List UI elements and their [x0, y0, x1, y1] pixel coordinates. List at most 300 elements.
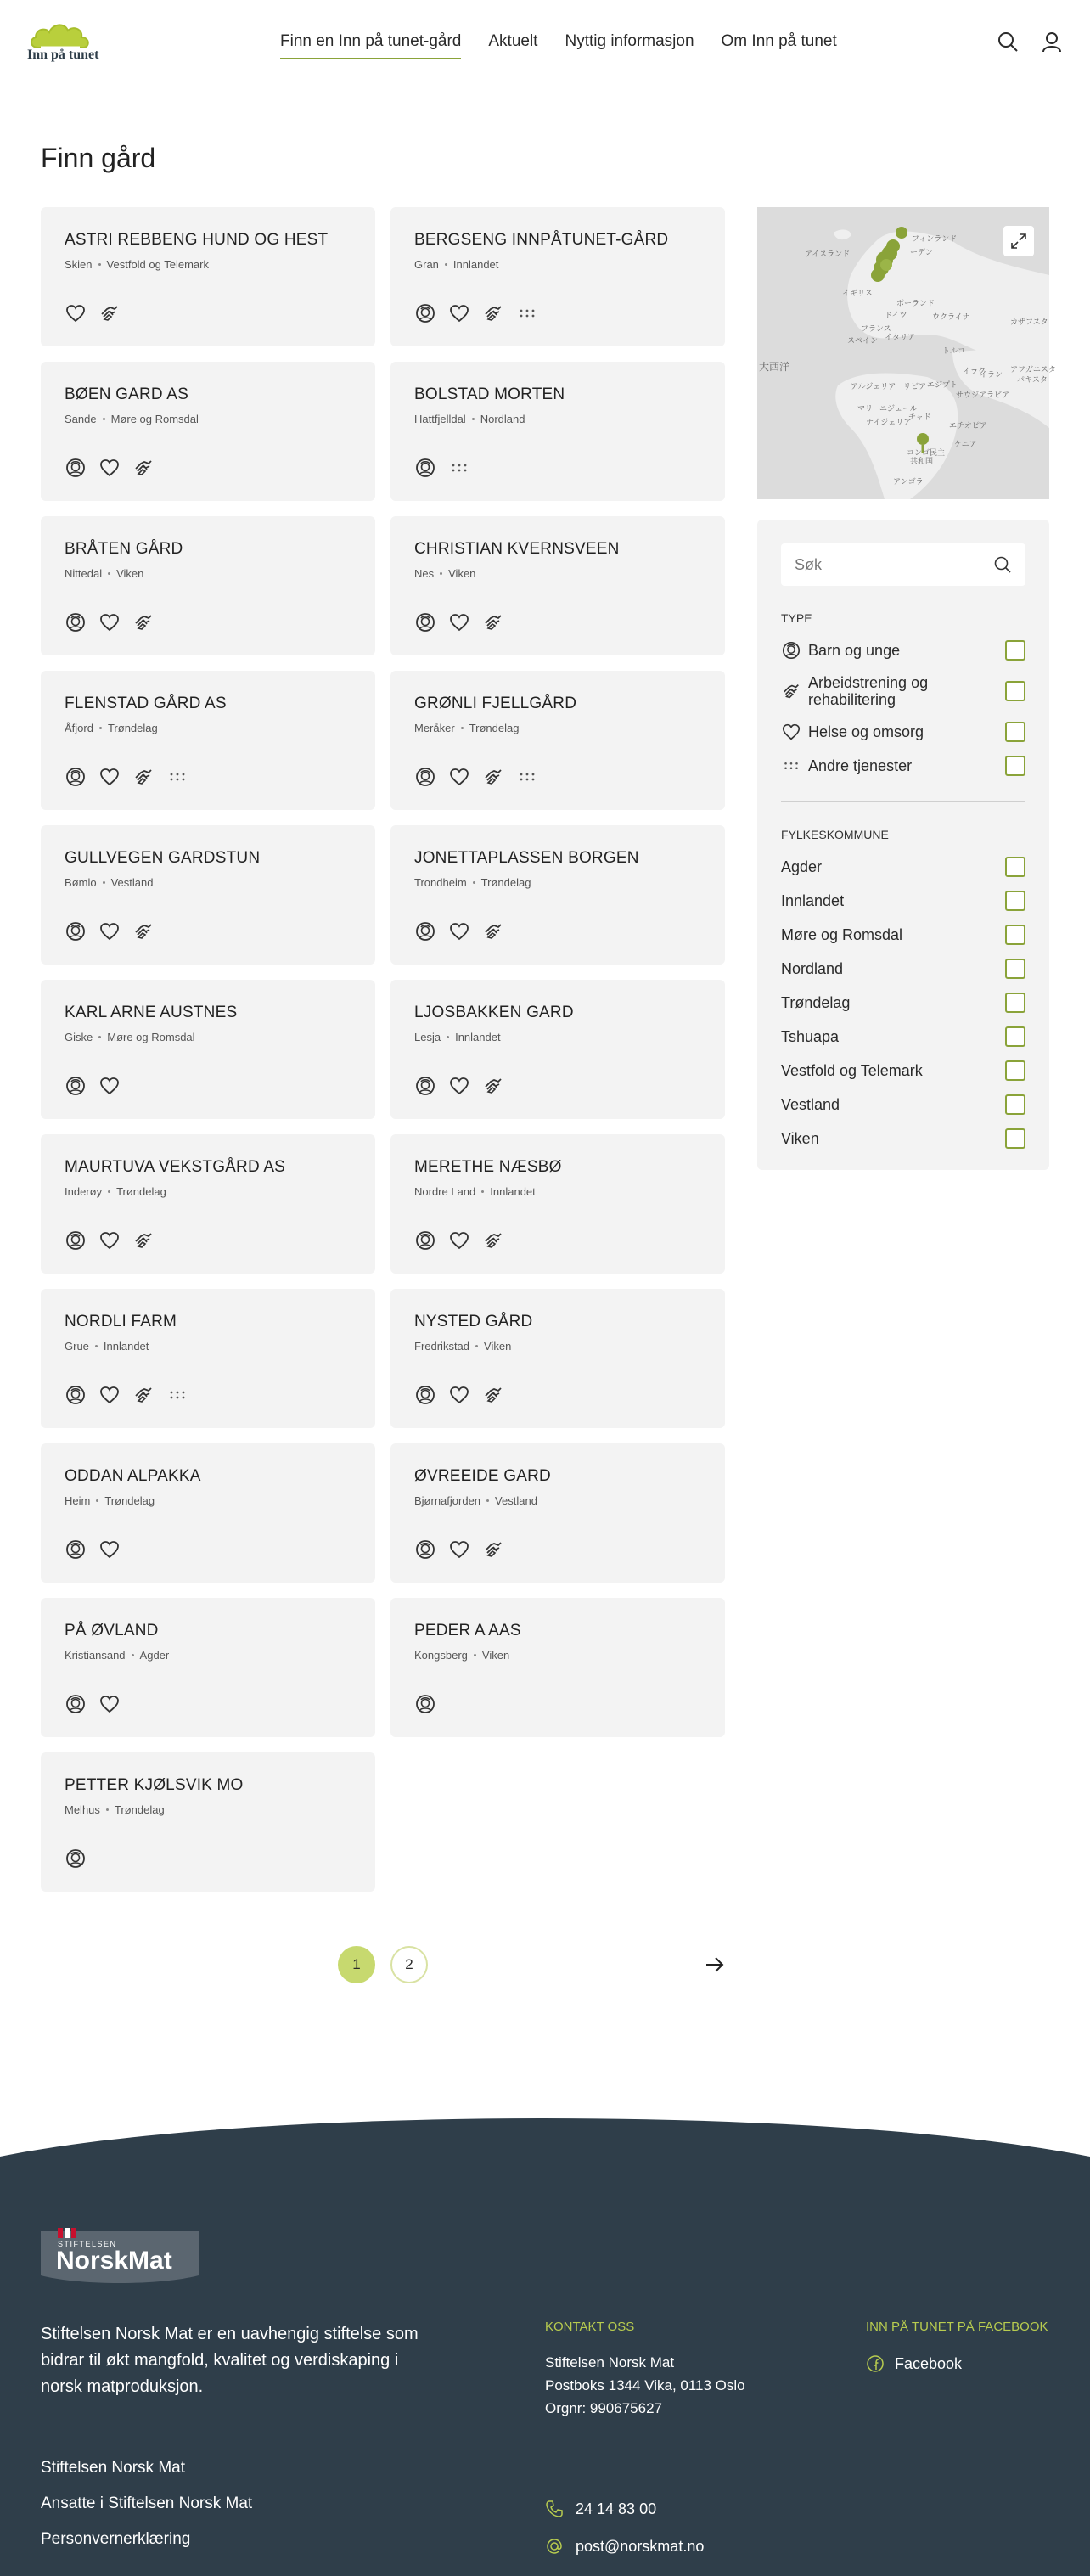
helping-hands-icon	[132, 920, 155, 942]
farm-location	[65, 1649, 351, 1662]
farm-location	[65, 1031, 351, 1043]
filter-option-county-7[interactable]	[781, 1088, 1025, 1122]
filter-option-label: Trøndelag	[781, 994, 851, 1011]
farm-name[interactable]: ASTRI REBBENG HUND OG HEST	[65, 231, 329, 249]
helping-hands-icon	[482, 302, 504, 324]
child-icon	[65, 1848, 87, 1870]
checkbox[interactable]	[1005, 1026, 1025, 1047]
checkbox[interactable]	[1005, 925, 1025, 945]
separator-dot	[108, 572, 110, 575]
separator-dot	[132, 1654, 134, 1656]
checkbox[interactable]	[1005, 993, 1025, 1013]
filter-option-type-0[interactable]	[781, 633, 1025, 667]
farm-county: Møre og Romsdal	[110, 413, 199, 425]
farm-service-icons	[65, 611, 155, 633]
footer-curve	[0, 2097, 1090, 2216]
farm-county: Trøndelag	[480, 876, 531, 889]
filter-option-county-1[interactable]	[781, 884, 1025, 918]
filter-option-county-2[interactable]	[781, 918, 1025, 952]
filter-option-label-group	[781, 1062, 923, 1079]
child-icon	[414, 1693, 436, 1715]
separator-dot	[98, 263, 101, 266]
checkbox[interactable]	[1005, 891, 1025, 911]
facebook-section	[866, 2320, 1048, 2373]
farm-name[interactable]: PEDER A AAS	[414, 1622, 521, 1640]
filter-option-label-group	[781, 960, 843, 977]
map-label: ケニア	[954, 441, 977, 449]
child-icon	[414, 920, 436, 942]
map-label: サウジアラビア	[956, 391, 1010, 400]
farm-name[interactable]: MERETHE NÆSBØ	[414, 1158, 562, 1176]
farm-place: Bømlo	[65, 876, 97, 889]
filter-option-county-5[interactable]	[781, 1020, 1025, 1054]
farm-card[interactable]	[41, 516, 375, 655]
child-icon	[414, 302, 436, 324]
map-label: エチオピア	[949, 422, 987, 430]
map-label: アイスランド	[805, 250, 851, 259]
filter-option-label-group	[781, 674, 969, 708]
farm-card[interactable]	[390, 671, 725, 810]
farm-county: Vestland	[495, 1494, 537, 1507]
farm-county: Innlandet	[103, 1340, 149, 1353]
farm-place: Skien	[65, 258, 93, 271]
farm-card[interactable]	[390, 1134, 725, 1274]
farm-list	[41, 207, 725, 1892]
type-filter-list	[781, 633, 1025, 783]
farm-county: Nordland	[480, 413, 525, 425]
child-icon	[65, 1384, 87, 1406]
filter-option-label: Nordland	[781, 960, 844, 977]
separator-dot	[461, 727, 464, 729]
farm-card[interactable]	[41, 1134, 375, 1274]
farm-service-icons	[414, 1075, 504, 1097]
logo-big-text: NorskMat	[56, 2247, 172, 2275]
nav-item-om-inn-pa-tunet[interactable]: Om Inn på tunet	[721, 32, 837, 50]
heart-icon	[448, 611, 470, 633]
farm-location	[65, 1494, 351, 1507]
farm-county: Viken	[484, 1340, 512, 1353]
facebook-icon	[866, 2354, 885, 2373]
pagination	[338, 1946, 428, 1983]
contact-email[interactable]	[545, 2537, 704, 2556]
search-box	[781, 543, 1025, 586]
separator-dot	[98, 1036, 101, 1038]
farm-service-icons	[414, 302, 538, 324]
farm-card[interactable]	[390, 980, 725, 1119]
user-icon[interactable]	[1041, 31, 1063, 53]
farm-county: Agder	[139, 1649, 170, 1662]
nav-item-aktuelt[interactable]: Aktuelt	[488, 32, 538, 50]
helping-hands-icon	[781, 681, 801, 701]
farm-service-icons	[414, 766, 538, 788]
helping-hands-icon	[482, 1229, 504, 1251]
farm-card[interactable]	[390, 1598, 725, 1737]
dots-grid-icon	[516, 766, 538, 788]
filter-option-label-group	[781, 994, 850, 1011]
farm-place: Kongsberg	[414, 1649, 468, 1662]
checkbox[interactable]	[1005, 1128, 1025, 1149]
farm-service-icons	[414, 457, 470, 479]
farm-service-icons	[65, 1693, 121, 1715]
filter-option-label-group	[781, 756, 912, 776]
map-label: イラク	[963, 368, 986, 376]
heart-icon	[448, 766, 470, 788]
heart-icon	[448, 1538, 470, 1561]
farm-name[interactable]: FLENSTAD GÅRD AS	[65, 695, 227, 712]
farm-name[interactable]: PETTER KJØLSVIK MO	[65, 1776, 244, 1794]
filter-option-label: Barn og unge	[808, 642, 901, 659]
farm-card[interactable]	[41, 1752, 375, 1892]
map-label: フランス	[861, 325, 891, 334]
helping-hands-icon	[482, 1075, 504, 1097]
checkbox[interactable]	[1005, 640, 1025, 661]
filter-option-label: Helse og omsorg	[808, 723, 924, 740]
map-label: ポーランド	[896, 300, 935, 308]
checkbox[interactable]	[1005, 1094, 1025, 1115]
farm-county: Innlandet	[490, 1185, 536, 1198]
farm-place: Heim	[65, 1494, 91, 1507]
heart-icon	[98, 1538, 121, 1561]
farm-service-icons	[414, 920, 504, 942]
farm-place: Inderøy	[65, 1185, 103, 1198]
search-icon[interactable]	[993, 555, 1012, 574]
farm-card[interactable]	[41, 825, 375, 965]
filter-option-type-2[interactable]	[781, 715, 1025, 749]
farm-county: Viken	[116, 567, 144, 580]
map-label: 共和国	[910, 458, 934, 466]
farm-name[interactable]: BØEN GARD AS	[65, 385, 188, 403]
farm-card[interactable]	[390, 516, 725, 655]
separator-dot	[99, 727, 102, 729]
contact-org-name: Stiftelsen Norsk Mat	[545, 2354, 675, 2371]
child-icon	[65, 1075, 87, 1097]
map-label: リビア	[903, 383, 927, 391]
farm-place: Sande	[65, 413, 97, 425]
farm-card[interactable]	[41, 1443, 375, 1583]
farm-service-icons	[65, 1384, 188, 1406]
page-button-1[interactable]: 1	[338, 1946, 375, 1983]
map-label: パキスタ	[1017, 376, 1048, 385]
logo-small-text: STIFTELSEN	[58, 2240, 117, 2248]
nav-item-nyttig-informasjon[interactable]: Nyttig informasjon	[565, 32, 694, 50]
farm-card[interactable]	[41, 1289, 375, 1428]
farm-card[interactable]	[41, 671, 375, 810]
map-label: コンゴ民主	[907, 449, 946, 458]
separator-dot	[103, 418, 105, 420]
filter-option-county-6[interactable]	[781, 1054, 1025, 1088]
map-label: エジプト	[927, 381, 958, 390]
farm-location	[414, 1031, 701, 1043]
contact-section	[545, 2320, 745, 2420]
farm-card[interactable]	[390, 1289, 725, 1428]
separator-dot	[103, 881, 105, 884]
checkbox[interactable]	[1005, 756, 1025, 776]
filter-divider	[781, 801, 1025, 802]
nav-item-finn-gard[interactable]: Finn en Inn på tunet-gård	[280, 32, 461, 59]
farm-county: Viken	[448, 567, 476, 580]
filter-option-type-1[interactable]	[781, 667, 1025, 715]
filter-option-label: Andre tjenester	[808, 757, 913, 774]
farm-service-icons	[414, 1693, 436, 1715]
map-label: イラン	[980, 371, 1003, 380]
farm-location	[414, 413, 701, 425]
farm-map[interactable]	[757, 207, 1056, 499]
map-label: イタリア	[885, 334, 916, 342]
filter-option-county-3[interactable]	[781, 952, 1025, 986]
next-page-arrow-icon[interactable]	[703, 1953, 727, 1977]
farm-name[interactable]: BERGSENG INNPÅTUNET-GÅRD	[414, 231, 669, 249]
farm-card[interactable]	[41, 362, 375, 501]
child-icon	[414, 457, 436, 479]
norsk-mat-logo-icon[interactable]	[41, 2228, 199, 2286]
farm-county: Innlandet	[455, 1031, 501, 1043]
phone-number[interactable]: 24 14 83 00	[576, 2500, 657, 2517]
child-icon	[781, 640, 801, 661]
farm-name[interactable]: BOLSTAD MORTEN	[414, 385, 565, 403]
farm-location	[414, 1649, 701, 1662]
filter-option-label-group	[781, 1096, 840, 1113]
separator-dot	[474, 1654, 476, 1656]
site-header	[0, 0, 1090, 85]
contact-phone[interactable]	[545, 2500, 656, 2518]
farm-place: Nes	[414, 567, 435, 580]
helping-hands-icon	[132, 611, 155, 633]
child-icon	[414, 1229, 436, 1251]
farm-service-icons	[65, 457, 155, 479]
search-input[interactable]	[781, 543, 1025, 586]
map-label: ナイジェリア	[866, 419, 912, 427]
map-label: フィンランド	[912, 235, 958, 244]
heart-icon	[98, 1075, 121, 1097]
farm-county: Trøndelag	[116, 1185, 166, 1198]
farm-location	[414, 1340, 701, 1353]
child-icon	[414, 766, 436, 788]
contact-title: KONTAKT OSS	[545, 2320, 635, 2334]
farm-service-icons	[65, 920, 155, 942]
farm-location	[414, 1185, 701, 1198]
helping-hands-icon	[482, 920, 504, 942]
farm-place: Hattfjelldal	[414, 413, 466, 425]
map-label: 大西洋	[759, 361, 790, 373]
farm-place: Bjørnafjorden	[414, 1494, 481, 1507]
farm-name[interactable]: ODDAN ALPAKKA	[65, 1467, 201, 1485]
farm-name[interactable]: LJOSBAKKEN GARD	[414, 1004, 574, 1021]
footer-description: Stiftelsen Norsk Mat er en uavhengig stiftelse som bidrar til økt mangfold, kvalitet og verdiskaping i norsk matproduksjon.	[41, 2325, 419, 2396]
heart-icon	[448, 302, 470, 324]
farm-card[interactable]	[41, 980, 375, 1119]
child-icon	[414, 1075, 436, 1097]
map-label: アフガニスタ	[1010, 366, 1056, 374]
heart-icon	[448, 1075, 470, 1097]
farm-location	[414, 722, 701, 734]
contact-orgnr: Orgnr: 990675627	[545, 2400, 662, 2416]
contact-address: Postboks 1344 Vika, 0113 Oslo	[545, 2377, 745, 2393]
farm-service-icons	[65, 302, 121, 324]
separator-dot	[447, 1036, 449, 1038]
farm-service-icons	[65, 1229, 155, 1251]
separator-dot	[96, 1499, 98, 1502]
heart-icon	[448, 920, 470, 942]
helping-hands-icon	[132, 766, 155, 788]
type-section-title: TYPE	[781, 611, 812, 625]
child-icon	[414, 611, 436, 633]
farm-service-icons	[414, 1229, 504, 1251]
map-label: ーデン	[910, 249, 933, 257]
farm-location	[414, 258, 701, 271]
filter-option-label-group	[781, 892, 844, 909]
dots-grid-icon	[166, 1384, 188, 1406]
filter-option-type-3[interactable]	[781, 749, 1025, 783]
farm-county: Viken	[481, 1649, 510, 1662]
farm-place: Giske	[65, 1031, 93, 1043]
map-label: スペイン	[847, 337, 879, 346]
heart-icon	[448, 1384, 470, 1406]
farm-service-icons	[65, 1538, 121, 1561]
heart-icon	[98, 611, 121, 633]
helping-hands-icon	[482, 611, 504, 633]
farm-service-icons	[65, 1075, 121, 1097]
helping-hands-icon	[482, 766, 504, 788]
farm-name[interactable]: KARL ARNE AUSTNES	[65, 1004, 238, 1021]
child-icon	[414, 1384, 436, 1406]
farm-name[interactable]: PÅ ØVLAND	[65, 1622, 159, 1640]
county-filter-list	[781, 850, 1025, 1156]
checkbox[interactable]	[1005, 722, 1025, 742]
heart-icon	[98, 1384, 121, 1406]
checkbox[interactable]	[1005, 857, 1025, 877]
farm-county: Trøndelag	[469, 722, 520, 734]
helping-hands-icon	[132, 1229, 155, 1251]
farm-place: Trondheim	[414, 876, 467, 889]
farm-county: Trøndelag	[107, 722, 158, 734]
search-icon[interactable]	[997, 31, 1019, 53]
checkbox[interactable]	[1005, 1060, 1025, 1081]
child-icon	[65, 457, 87, 479]
at-icon	[545, 2537, 564, 2556]
email-address[interactable]: post@norskmat.no	[576, 2537, 705, 2555]
filter-option-label: Vestfold og Telemark	[781, 1062, 923, 1079]
farm-name[interactable]: GULLVEGEN GARDSTUN	[65, 849, 261, 867]
dots-grid-icon	[166, 766, 188, 788]
farm-place: Lesja	[414, 1031, 441, 1043]
separator-dot	[473, 881, 475, 884]
filter-option-label-group	[781, 722, 924, 742]
farm-name[interactable]: NORDLI FARM	[65, 1313, 177, 1330]
farm-service-icons	[414, 1538, 504, 1561]
farm-place: Meråker	[414, 722, 455, 734]
farm-location	[65, 876, 351, 889]
filter-option-label: Viken	[781, 1130, 819, 1147]
farm-card[interactable]	[390, 207, 725, 346]
farm-name[interactable]: GRØNLI FJELLGÅRD	[414, 695, 577, 712]
farm-name[interactable]: ØVREEIDE GARD	[414, 1467, 551, 1485]
farm-county: Møre og Romsdal	[107, 1031, 195, 1043]
farm-service-icons	[414, 611, 504, 633]
farm-service-icons	[414, 1384, 504, 1406]
farm-location	[65, 413, 351, 425]
farm-county: Vestfold og Telemark	[106, 258, 209, 271]
helping-hands-icon	[482, 1384, 504, 1406]
heart-icon	[98, 1693, 121, 1715]
heart-icon	[98, 457, 121, 479]
filter-option-label-group	[781, 858, 822, 875]
filter-option-county-4[interactable]	[781, 986, 1025, 1020]
farm-service-icons	[65, 1848, 87, 1870]
farm-name[interactable]: CHRISTIAN KVERNSVEEN	[414, 540, 620, 558]
facebook-label[interactable]: Facebook	[895, 2354, 963, 2372]
phone-icon	[545, 2500, 564, 2518]
filter-panel	[757, 520, 1049, 1170]
farm-place: Kristiansand	[65, 1649, 126, 1662]
footer-link-ansatte[interactable]: Ansatte i Stiftelsen Norsk Mat	[41, 2494, 253, 2512]
farm-name[interactable]: BRÅTEN GÅRD	[65, 540, 183, 558]
separator-dot	[440, 572, 442, 575]
logo-text[interactable]: Inn på tunet	[27, 48, 99, 62]
map-label: チャド	[908, 413, 931, 422]
separator-dot	[445, 263, 447, 266]
farm-card[interactable]	[41, 207, 375, 346]
filter-option-county-0[interactable]	[781, 850, 1025, 884]
farm-card[interactable]	[390, 825, 725, 965]
farm-location	[414, 567, 701, 580]
farm-county: Vestland	[110, 876, 154, 889]
footer-link-stiftelsen[interactable]: Stiftelsen Norsk Mat	[41, 2459, 185, 2477]
farm-county: Trøndelag	[104, 1494, 155, 1507]
facebook-link[interactable]	[866, 2354, 1048, 2373]
footer-link-personvern[interactable]: Personvernerklæring	[41, 2530, 191, 2548]
county-section-title: FYLKESKOMMUNE	[781, 828, 889, 841]
separator-dot	[108, 1190, 110, 1193]
farm-card[interactable]	[41, 1598, 375, 1737]
farm-name[interactable]: NYSTED GÅRD	[414, 1313, 533, 1330]
farm-location	[65, 722, 351, 734]
filter-option-label: Tshuapa	[781, 1028, 840, 1045]
farm-name[interactable]: MAURTUVA VEKSTGÅRD AS	[65, 1158, 286, 1176]
map-label: ドイツ	[885, 312, 907, 320]
map-label: ウクライナ	[932, 313, 970, 322]
filter-option-county-8[interactable]	[781, 1122, 1025, 1156]
child-icon	[65, 1229, 87, 1251]
filter-option-label: Vestland	[781, 1096, 840, 1113]
footer-links	[41, 2459, 252, 2566]
farm-card[interactable]	[390, 1443, 725, 1583]
map-label: イギリス	[842, 290, 873, 298]
heart-icon	[448, 1229, 470, 1251]
farm-place: Fredrikstad	[414, 1340, 470, 1353]
map-fullscreen-button[interactable]	[1003, 226, 1034, 256]
farm-location	[65, 258, 351, 271]
checkbox[interactable]	[1005, 681, 1025, 701]
heart-icon	[98, 920, 121, 942]
helping-hands-icon	[132, 457, 155, 479]
filter-option-label-group	[781, 926, 902, 943]
farm-place: Åfjord	[65, 722, 93, 734]
heart-icon	[65, 302, 87, 324]
filter-option-label: Innlandet	[781, 892, 845, 909]
farm-name[interactable]: JONETTAPLASSEN BORGEN	[414, 849, 639, 867]
child-icon	[65, 1693, 87, 1715]
checkbox[interactable]	[1005, 959, 1025, 979]
map-label: トルコ	[942, 347, 966, 356]
farm-card[interactable]	[390, 362, 725, 501]
main-nav	[280, 32, 837, 59]
helping-hands-icon	[132, 1384, 155, 1406]
page-button-2[interactable]: 2	[390, 1946, 428, 1983]
child-icon	[414, 1538, 436, 1561]
filter-option-label: Arbeidstrening og rehabilitering	[808, 674, 929, 708]
farm-location	[65, 1340, 351, 1353]
dots-grid-icon	[448, 457, 470, 479]
